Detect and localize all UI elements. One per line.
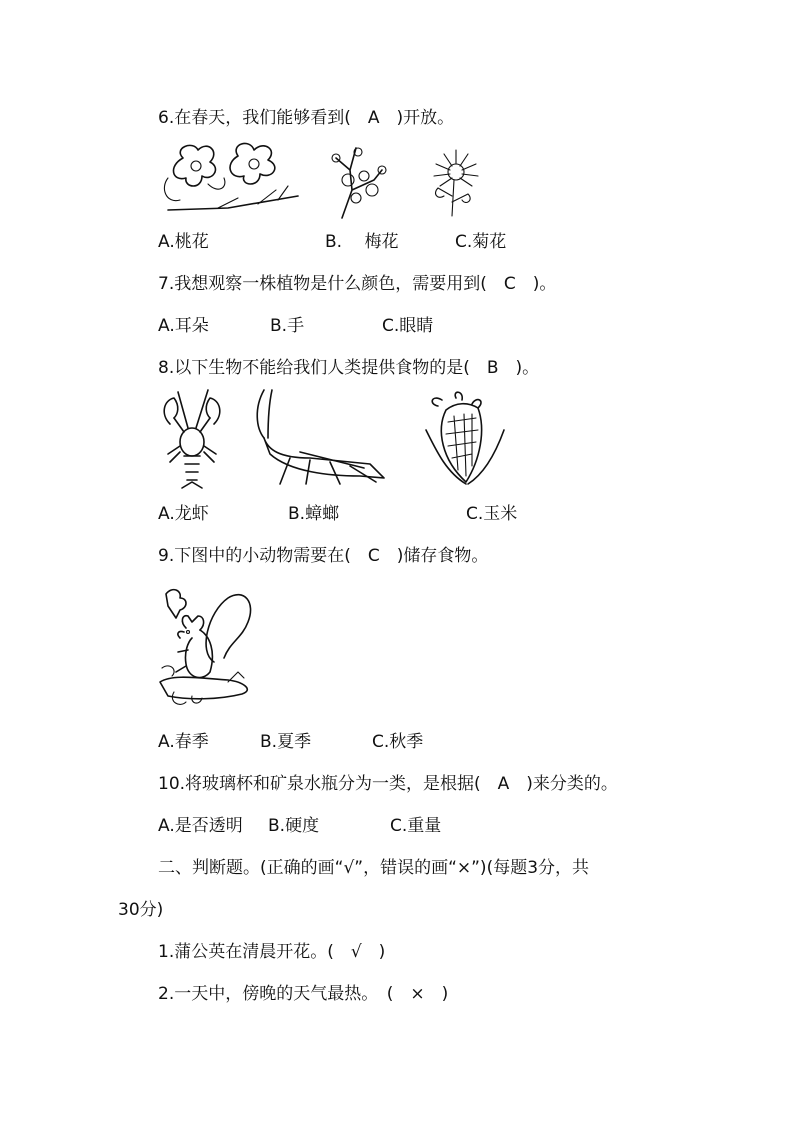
section-2-heading-continued: 30分) [118, 900, 164, 920]
true-false-item-1: 1.蒲公英在清晨开花。( √ ) [158, 942, 386, 962]
question-10-option-c: C.重量 [390, 816, 442, 836]
chrysanthemum-image [424, 142, 488, 218]
question-9-option-a: A.春季 [158, 732, 209, 752]
true-false-item-2: 2.一天中，傍晚的天气最热。 ( × ) [158, 984, 449, 1004]
question-7-option-a: A.耳朵 [158, 316, 209, 336]
cockroach-image [250, 388, 390, 488]
question-7-option-c: C.眼睛 [382, 316, 434, 336]
question-6-text: 6.在春天，我们能够看到( A )开放。 [158, 108, 455, 128]
crayfish-image [158, 388, 230, 494]
question-8-option-b: B.蟑螂 [288, 504, 340, 524]
question-9-text: 9.下图中的小动物需要在( C )储存食物。 [158, 546, 489, 566]
question-8-text: 8.以下生物不能给我们人类提供食物的是( B )。 [158, 358, 540, 378]
question-6-option-a: A.桃花 [158, 232, 209, 252]
question-9-option-c: C.秋季 [372, 732, 424, 752]
question-10-text: 10.将玻璃杯和矿泉水瓶分为一类，是根据( A )来分类的。 [158, 774, 618, 794]
squirrel-image [158, 582, 258, 710]
peach-blossom-image [158, 138, 303, 220]
corn-image [422, 390, 508, 488]
question-10-option-a: A.是否透明 [158, 816, 243, 836]
plum-blossom-image [322, 140, 390, 220]
question-6-option-b: B. 梅花 [325, 232, 399, 252]
question-10-option-b: B.硬度 [268, 816, 320, 836]
section-2-heading: 二、判断题。(正确的画“√”，错误的画“×”)(每题3分，共 [158, 858, 590, 878]
question-6-option-c: C.菊花 [455, 232, 507, 252]
question-8-option-c: C.玉米 [466, 504, 518, 524]
question-7-text: 7.我想观察一株植物是什么颜色，需要用到( C )。 [158, 274, 557, 294]
question-7-option-b: B.手 [270, 316, 305, 336]
question-9-option-b: B.夏季 [260, 732, 312, 752]
question-8-option-a: A.龙虾 [158, 504, 209, 524]
